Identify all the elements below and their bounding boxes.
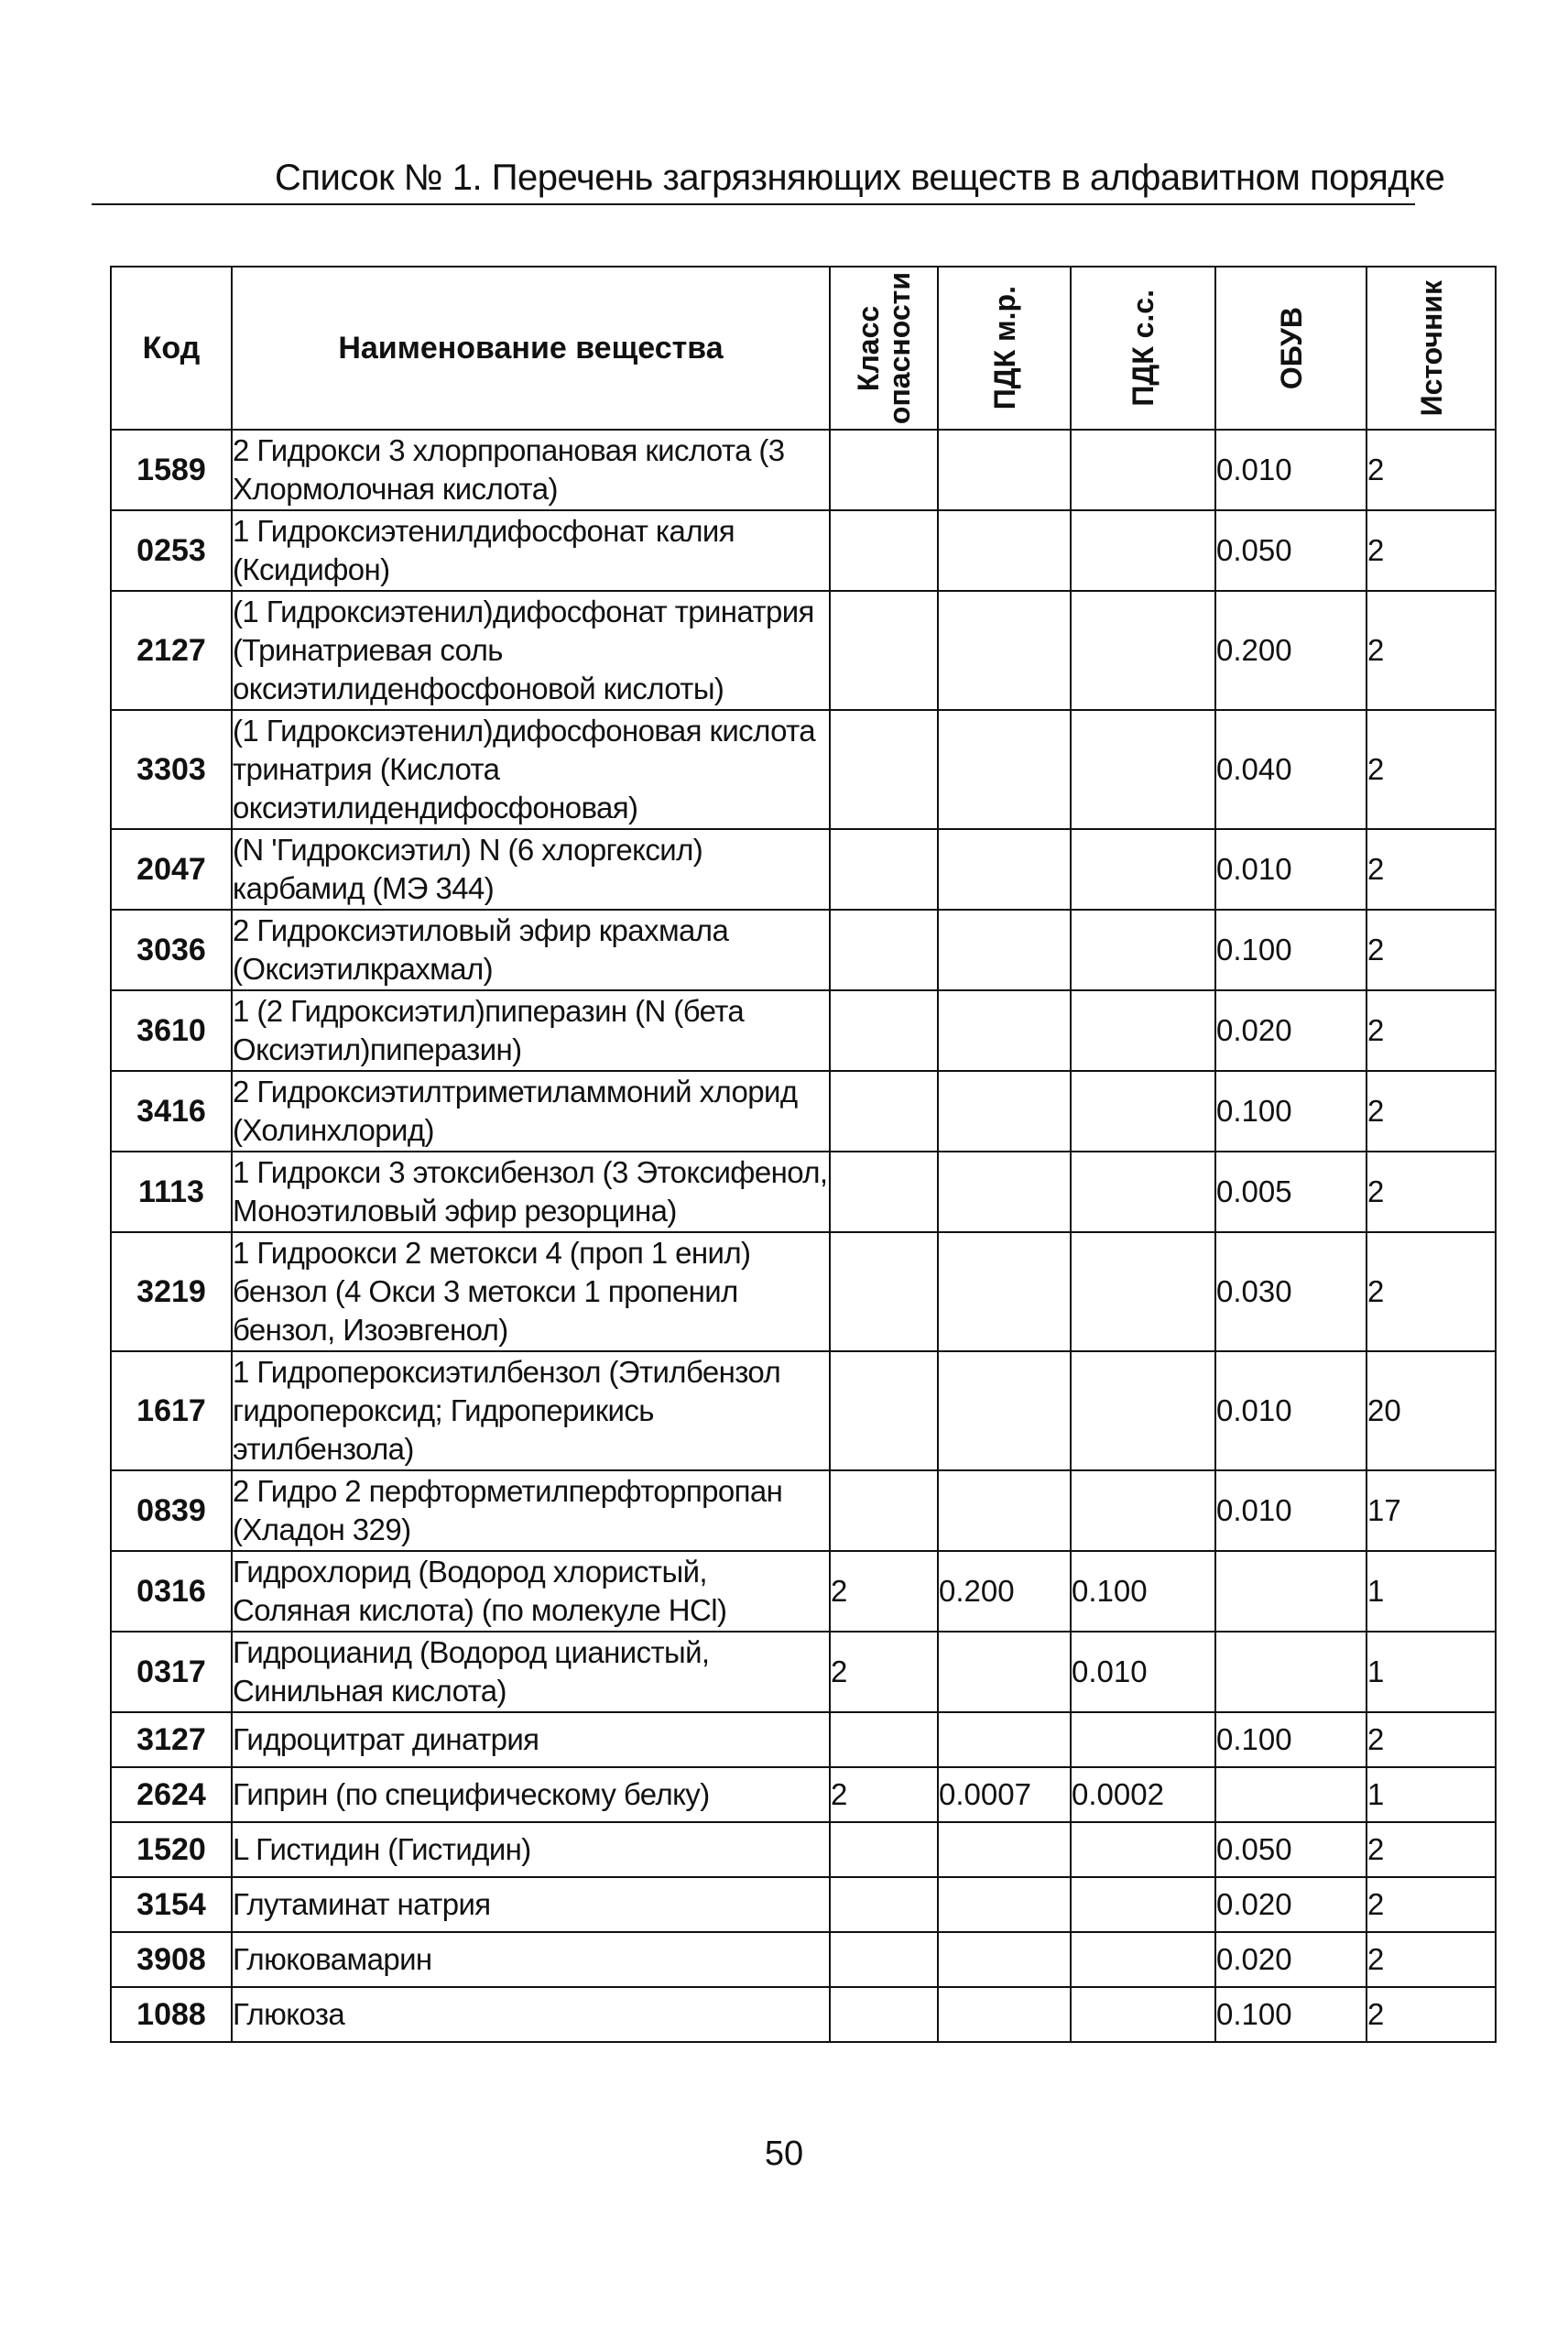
table-row	[111, 829, 1496, 910]
cell-obuv: 0.005	[1215, 1152, 1367, 1232]
cell-name: Гиприн (по специфическому белку)	[232, 1767, 830, 1822]
cell-source: 2	[1367, 1932, 1496, 1987]
cell-obuv: 0.050	[1215, 1822, 1367, 1877]
cell-pdk-mr	[938, 910, 1071, 990]
table-row	[111, 1152, 1496, 1232]
table-row	[111, 591, 1496, 710]
cell-pdk-mr	[938, 829, 1071, 910]
column-header-pdk-ss-label: ПДК с.с.	[1127, 289, 1160, 407]
column-header-source-label: Источник	[1414, 279, 1448, 417]
cell-pdk-mr	[938, 1351, 1071, 1470]
cell-pdk-mr	[938, 1932, 1071, 1987]
cell-obuv: 0.020	[1215, 1932, 1367, 1987]
table-row	[111, 1632, 1496, 1712]
page-title: Список № 1. Перечень загрязняющих веществ в алфавитном порядке	[275, 158, 1445, 198]
cell-obuv: 0.100	[1215, 1071, 1367, 1152]
title-underline	[92, 203, 1415, 205]
cell-source: 2	[1367, 1822, 1496, 1877]
cell-pdk-mr: 0.0007	[938, 1767, 1071, 1822]
cell-hazard-class	[830, 710, 938, 829]
substances-table	[110, 266, 1497, 2043]
cell-name: 2 Гидроксиэтилтриметиламмоний хлорид (Холинхлорид)	[232, 1071, 830, 1152]
column-header-pdk-ss	[1071, 267, 1215, 430]
cell-hazard-class: 2	[830, 1632, 938, 1712]
cell-pdk-mr	[938, 1822, 1071, 1877]
cell-source: 2	[1367, 591, 1496, 710]
cell-code: 2047	[111, 829, 232, 910]
cell-pdk-ss	[1071, 910, 1215, 990]
cell-code: 3219	[111, 1232, 232, 1351]
cell-source: 1	[1367, 1551, 1496, 1632]
cell-obuv: 0.050	[1215, 510, 1367, 591]
table-row	[111, 990, 1496, 1071]
table-row	[111, 1877, 1496, 1932]
table-row	[111, 1470, 1496, 1551]
cell-pdk-mr	[938, 1152, 1071, 1232]
column-header-code: Код	[111, 267, 232, 430]
cell-obuv: 0.010	[1215, 430, 1367, 510]
cell-hazard-class: 2	[830, 1551, 938, 1632]
cell-code: 3908	[111, 1932, 232, 1987]
cell-pdk-mr	[938, 430, 1071, 510]
cell-pdk-ss	[1071, 591, 1215, 710]
page-number: 50	[764, 2135, 804, 2173]
table-row	[111, 430, 1496, 510]
table-row	[111, 1987, 1496, 2042]
cell-pdk-ss	[1071, 1932, 1215, 1987]
cell-hazard-class	[830, 1877, 938, 1932]
cell-code: 3036	[111, 910, 232, 990]
cell-hazard-class	[830, 1470, 938, 1551]
cell-pdk-ss	[1071, 1987, 1215, 2042]
cell-source: 2	[1367, 430, 1496, 510]
cell-source: 2	[1367, 1712, 1496, 1767]
cell-obuv: 0.030	[1215, 1232, 1367, 1351]
column-header-source	[1367, 267, 1496, 430]
cell-name: Глюкоза	[232, 1987, 830, 2042]
cell-obuv: 0.010	[1215, 1351, 1367, 1470]
table-row	[111, 1551, 1496, 1632]
cell-pdk-ss	[1071, 829, 1215, 910]
table-row	[111, 1351, 1496, 1470]
cell-source: 2	[1367, 829, 1496, 910]
cell-pdk-ss: 0.0002	[1071, 1767, 1215, 1822]
cell-name: Глюковамарин	[232, 1932, 830, 1987]
cell-name: Гидрохлорид (Водород хлористый, Соляная кислота) (по молекуле HCl)	[232, 1551, 830, 1632]
cell-pdk-ss	[1071, 1351, 1215, 1470]
cell-pdk-ss: 0.010	[1071, 1632, 1215, 1712]
cell-name: Гидроцитрат динатрия	[232, 1712, 830, 1767]
cell-hazard-class	[830, 1232, 938, 1351]
cell-pdk-ss	[1071, 990, 1215, 1071]
cell-source: 20	[1367, 1351, 1496, 1470]
cell-pdk-mr	[938, 1712, 1071, 1767]
cell-source: 2	[1367, 1071, 1496, 1152]
cell-hazard-class	[830, 1932, 938, 1987]
cell-code: 3154	[111, 1877, 232, 1932]
column-header-obuv	[1215, 267, 1367, 430]
cell-code: 1617	[111, 1351, 232, 1470]
cell-code: 2624	[111, 1767, 232, 1822]
cell-code: 1088	[111, 1987, 232, 2042]
cell-name: L Гистидин (Гистидин)	[232, 1822, 830, 1877]
table-row	[111, 1712, 1496, 1767]
cell-source: 1	[1367, 1767, 1496, 1822]
cell-source: 2	[1367, 710, 1496, 829]
cell-pdk-ss	[1071, 1152, 1215, 1232]
column-header-name: Наименование вещества	[232, 267, 830, 430]
cell-name: (N 'Гидроксиэтил) N (6 хлоргексил) карбамид (МЭ 344)	[232, 829, 830, 910]
cell-pdk-ss	[1071, 1712, 1215, 1767]
cell-hazard-class	[830, 1351, 938, 1470]
cell-pdk-mr: 0.200	[938, 1551, 1071, 1632]
cell-obuv: 0.100	[1215, 1987, 1367, 2042]
cell-source: 2	[1367, 1877, 1496, 1932]
cell-obuv	[1215, 1632, 1367, 1712]
cell-pdk-mr	[938, 1877, 1071, 1932]
column-header-pdk-mr-label: ПДК м.р.	[987, 286, 1021, 410]
cell-name: 1 Гидроксиэтенилдифосфонат калия (Ксидифон)	[232, 510, 830, 591]
cell-code: 3416	[111, 1071, 232, 1152]
cell-hazard-class	[830, 1152, 938, 1232]
cell-pdk-mr	[938, 591, 1071, 710]
cell-source: 2	[1367, 990, 1496, 1071]
cell-hazard-class: 2	[830, 1767, 938, 1822]
cell-name: 1 Гидропероксиэтилбензол (Этилбензол гидропероксид; Гидроперикись этилбензола)	[232, 1351, 830, 1470]
cell-hazard-class	[830, 910, 938, 990]
cell-name: 1 Гидроокси 2 метокси 4 (проп 1 енил) бензол (4 Окси 3 метокси 1 пропенил бензол, Изоэвгенол)	[232, 1232, 830, 1351]
cell-hazard-class	[830, 510, 938, 591]
column-header-obuv-label: ОБУВ	[1274, 306, 1308, 390]
cell-pdk-mr	[938, 1071, 1071, 1152]
cell-obuv: 0.100	[1215, 910, 1367, 990]
cell-pdk-ss	[1071, 1232, 1215, 1351]
cell-pdk-mr	[938, 1987, 1071, 2042]
cell-obuv	[1215, 1767, 1367, 1822]
cell-pdk-mr	[938, 990, 1071, 1071]
cell-hazard-class	[830, 430, 938, 510]
cell-obuv: 0.020	[1215, 990, 1367, 1071]
cell-source: 2	[1367, 910, 1496, 990]
cell-obuv: 0.200	[1215, 591, 1367, 710]
table-row	[111, 1767, 1496, 1822]
table-row	[111, 510, 1496, 591]
cell-pdk-mr	[938, 1232, 1071, 1351]
table-row	[111, 1932, 1496, 1987]
cell-pdk-ss	[1071, 1071, 1215, 1152]
column-header-hazard-class	[830, 267, 938, 430]
cell-obuv: 0.100	[1215, 1712, 1367, 1767]
cell-name: 2 Гидрокси 3 хлорпропановая кислота (3 Хлормолочная кислота)	[232, 430, 830, 510]
cell-name: Глутаминат натрия	[232, 1877, 830, 1932]
cell-code: 1113	[111, 1152, 232, 1232]
cell-name: (1 Гидроксиэтенил)дифосфоновая кислота тринатрия (Кислота оксиэтилидендифосфоновая)	[232, 710, 830, 829]
cell-pdk-ss	[1071, 1822, 1215, 1877]
cell-hazard-class	[830, 1712, 938, 1767]
cell-pdk-ss: 0.100	[1071, 1551, 1215, 1632]
table-row	[111, 1232, 1496, 1351]
cell-name: 1 Гидрокси 3 этоксибензол (3 Этоксифенол, Моноэтиловый эфир резорцина)	[232, 1152, 830, 1232]
cell-hazard-class	[830, 1822, 938, 1877]
cell-hazard-class	[830, 990, 938, 1071]
cell-pdk-ss	[1071, 510, 1215, 591]
cell-obuv: 0.010	[1215, 1470, 1367, 1551]
column-header-pdk-mr	[938, 267, 1071, 430]
cell-hazard-class	[830, 591, 938, 710]
cell-hazard-class	[830, 829, 938, 910]
cell-code: 0316	[111, 1551, 232, 1632]
cell-source: 2	[1367, 510, 1496, 591]
cell-pdk-mr	[938, 1470, 1071, 1551]
cell-pdk-ss	[1071, 710, 1215, 829]
cell-code: 0317	[111, 1632, 232, 1712]
cell-name: (1 Гидроксиэтенил)дифосфонат тринатрия (Тринатриевая соль оксиэтилиденфосфоновой кислоты)	[232, 591, 830, 710]
cell-pdk-mr	[938, 710, 1071, 829]
cell-obuv: 0.040	[1215, 710, 1367, 829]
cell-code: 3610	[111, 990, 232, 1071]
cell-pdk-mr	[938, 1632, 1071, 1712]
cell-code: 0839	[111, 1470, 232, 1551]
cell-name: Гидроцианид (Водород цианистый, Синильная кислота)	[232, 1632, 830, 1712]
table-row	[111, 1071, 1496, 1152]
table-row	[111, 710, 1496, 829]
cell-hazard-class	[830, 1987, 938, 2042]
cell-code: 2127	[111, 591, 232, 710]
cell-obuv	[1215, 1551, 1367, 1632]
cell-hazard-class	[830, 1071, 938, 1152]
cell-obuv: 0.010	[1215, 829, 1367, 910]
table-header-row	[111, 267, 1496, 430]
cell-pdk-ss	[1071, 1470, 1215, 1551]
cell-code: 3303	[111, 710, 232, 829]
cell-code: 3127	[111, 1712, 232, 1767]
cell-pdk-ss	[1071, 1877, 1215, 1932]
cell-code: 0253	[111, 510, 232, 591]
cell-source: 2	[1367, 1232, 1496, 1351]
cell-name: 2 Гидроксиэтиловый эфир крахмала (Оксиэтилкрахмал)	[232, 910, 830, 990]
cell-code: 1589	[111, 430, 232, 510]
table-row	[111, 910, 1496, 990]
cell-name: 2 Гидро 2 перфторметилперфторпропан (Хладон 329)	[232, 1470, 830, 1551]
cell-obuv: 0.020	[1215, 1877, 1367, 1932]
cell-source: 1	[1367, 1632, 1496, 1712]
cell-source: 17	[1367, 1470, 1496, 1551]
cell-source: 2	[1367, 1987, 1496, 2042]
column-header-hazard-class-label: Класс опасности	[852, 271, 916, 425]
table-row	[111, 1822, 1496, 1877]
cell-pdk-mr	[938, 510, 1071, 591]
cell-code: 1520	[111, 1822, 232, 1877]
cell-pdk-ss	[1071, 430, 1215, 510]
cell-source: 2	[1367, 1152, 1496, 1232]
cell-name: 1 (2 Гидроксиэтил)пиперазин (N (бета Оксиэтил)пиперазин)	[232, 990, 830, 1071]
